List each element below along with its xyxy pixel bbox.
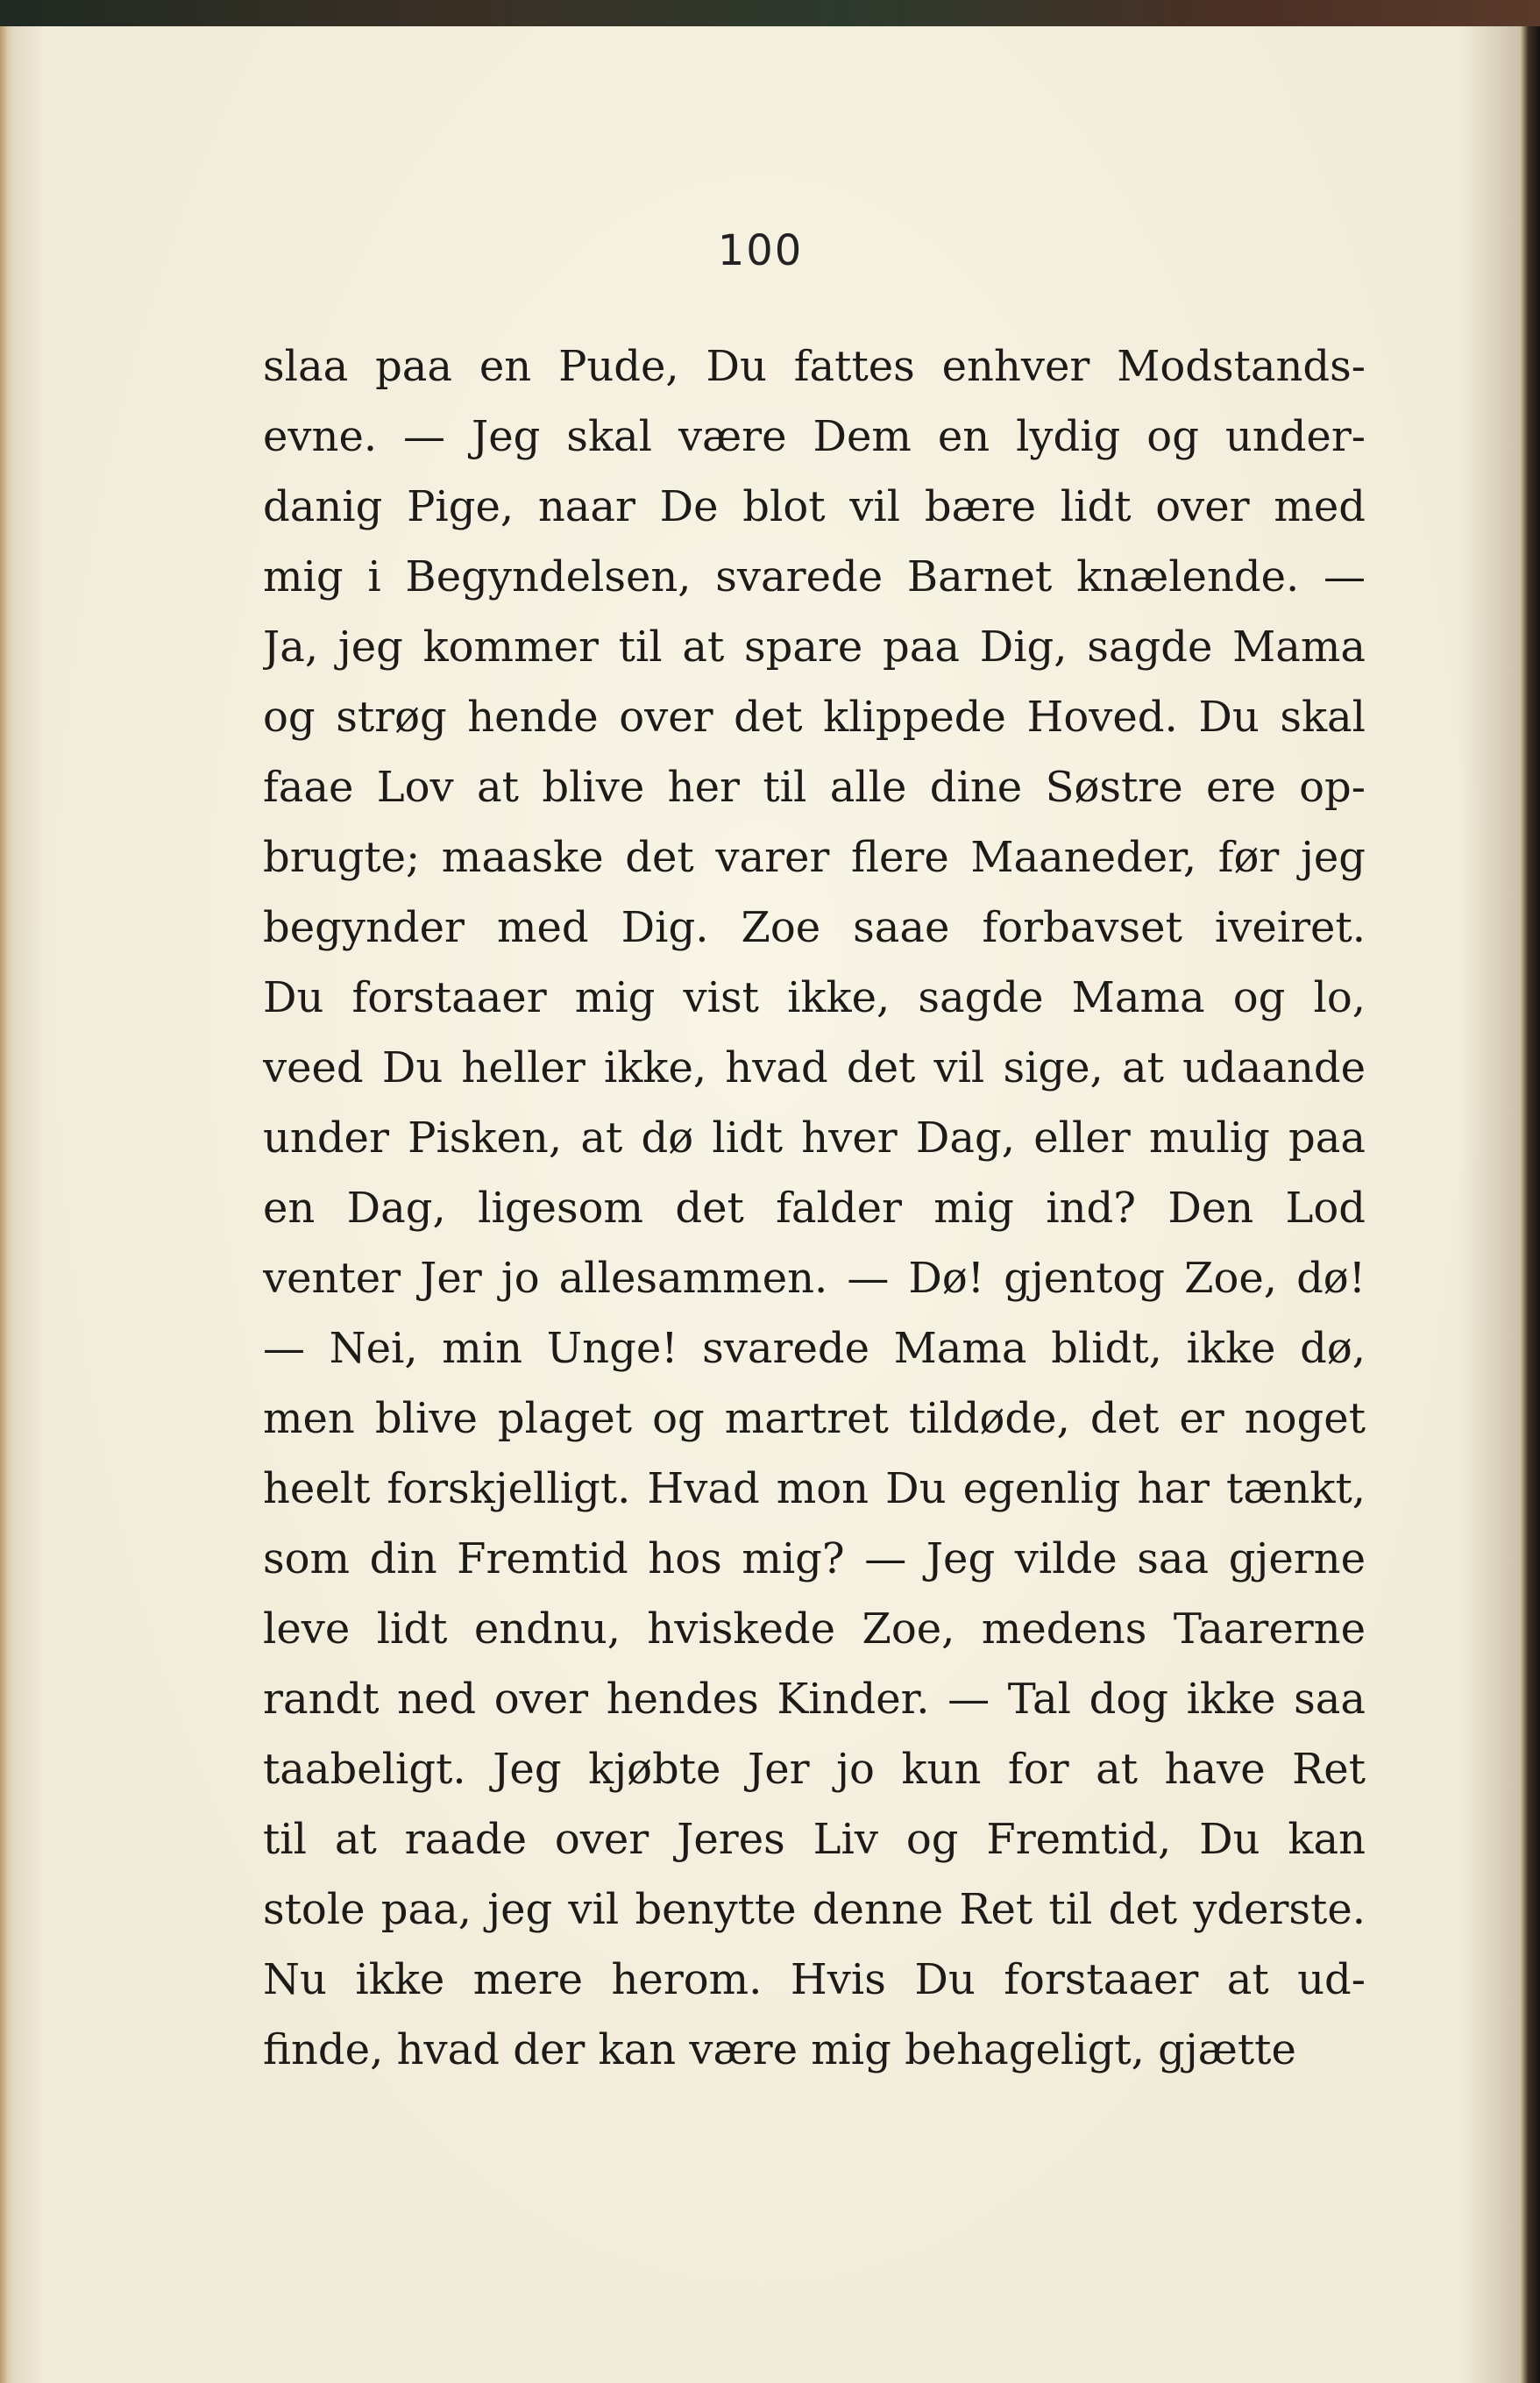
text-line: en Dag, ligesom det falder mig ind? Den Lod <box>263 1184 1366 1233</box>
text-line: begynder med Dig. Zoe saae forbavset iveiret. <box>263 903 1366 952</box>
text-line: stole paa, jeg vil benytte denne Ret til det yderste. <box>263 1885 1366 1934</box>
text-line: men blive plaget og martret tildøde, det er noget <box>263 1394 1366 1443</box>
page-right-edge <box>1521 26 1540 2383</box>
text-line: Nu ikke mere herom. Hvis Du forstaaer at ud- <box>263 1955 1366 2004</box>
text-line: venter Jer jo allesammen. — Dø! gjentog Zoe, dø! <box>263 1254 1366 1303</box>
page-left-edge <box>0 26 12 2383</box>
text-line: under Pisken, at dø lidt hver Dag, eller mulig paa <box>263 1113 1366 1163</box>
text-line: taabeligt. Jeg kjøbte Jer jo kun for at have Ret <box>263 1745 1366 1794</box>
text-line: leve lidt endnu, hviskede Zoe, medens Taarerne <box>263 1604 1366 1654</box>
page-number: 100 <box>717 226 804 275</box>
text-line: til at raade over Jeres Liv og Fremtid, Du kan <box>263 1815 1366 1864</box>
text-line: evne. — Jeg skal være Dem en lydig og under- <box>263 412 1366 461</box>
text-line: slaa paa en Pude, Du fattes enhver Modstands- <box>263 342 1366 391</box>
text-line: faae Lov at blive her til alle dine Søstre ere op- <box>263 763 1366 812</box>
text-line: og strøg hende over det klippede Hoved. Du skal <box>263 693 1366 742</box>
text-line: Du forstaaer mig vist ikke, sagde Mama og lo, <box>263 973 1366 1022</box>
text-line: randt ned over hendes Kinder. — Tal dog ikke saa <box>263 1675 1366 1724</box>
text-line: som din Fremtid hos mig? — Jeg vilde saa gjerne <box>263 1534 1366 1583</box>
body-text <box>263 331 1366 2085</box>
text-line: heelt forskjelligt. Hvad mon Du egenlig har tænkt, <box>263 1464 1366 1513</box>
text-line: brugte; maaske det varer flere Maaneder, før jeg <box>263 833 1366 882</box>
text-line: mig i Begyndelsen, svarede Barnet knælende. — <box>263 552 1366 601</box>
text-line: Ja, jeg kommer til at spare paa Dig, sagde Mama <box>263 622 1366 672</box>
text-line: veed Du heller ikke, hvad det vil sige, at udaande <box>263 1043 1366 1092</box>
text-line: — Nei, min Unge! svarede Mama blidt, ikke dø, <box>263 1324 1366 1373</box>
text-line: danig Pige, naar De blot vil bære lidt over med <box>263 482 1366 531</box>
text-line: finde, hvad der kan være mig behageligt, gjætte <box>263 2025 1296 2074</box>
